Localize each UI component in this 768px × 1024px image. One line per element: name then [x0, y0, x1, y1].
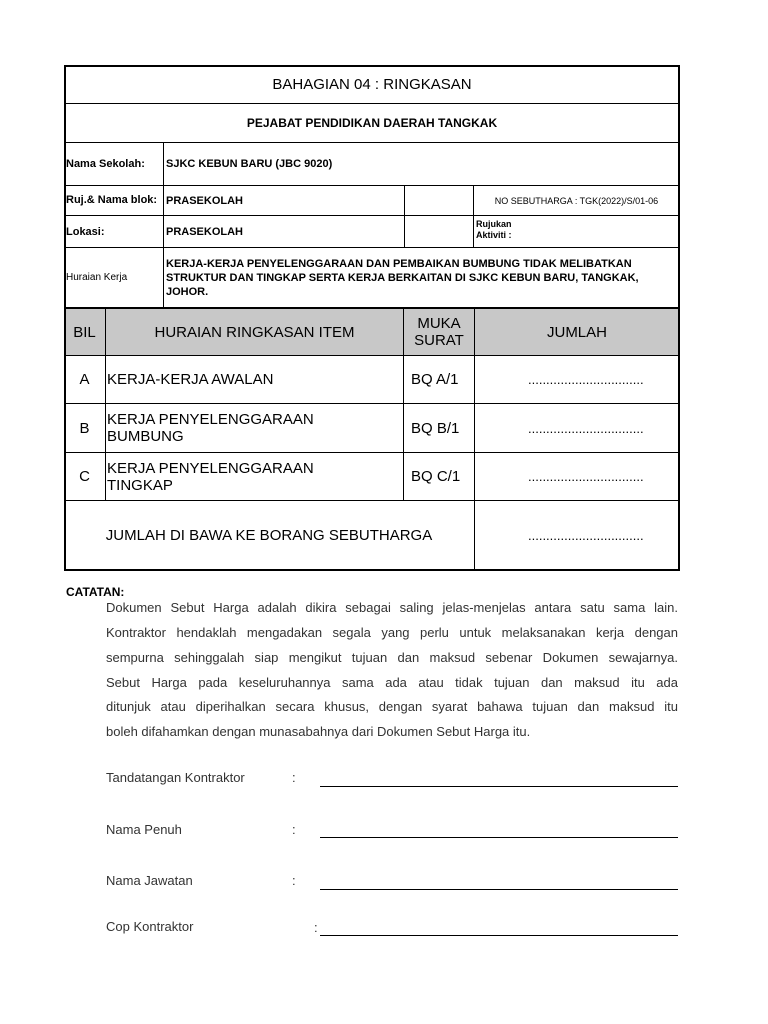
column-header-page: MUKA SURAT — [414, 315, 464, 349]
position-line[interactable] — [320, 889, 678, 890]
notes-line: Kontraktor hendaklah mengadakan segala yang perlu untuk melaksanakan kerja dengan — [106, 625, 678, 640]
notes-line: Sebut Harga pada keseluruhannya sama ada atau tidak tujuan dan maksud itu ada — [106, 675, 678, 690]
stamp-colon: : — [314, 920, 318, 935]
stamp-label: Cop Kontraktor — [106, 919, 194, 934]
notes-line: ditunjuk atau diperihalkan secara khusus, dengan syarat bahawa tujuan dan maksud itu — [106, 699, 678, 714]
work-label: Huraian Kerja — [66, 272, 128, 283]
block-value: PRASEKOLAH — [166, 194, 244, 207]
position-colon: : — [292, 873, 296, 888]
grand-total-value: ................................ — [528, 527, 644, 543]
row-total: ................................ — [528, 469, 644, 484]
location-value: PRASEKOLAH — [166, 225, 244, 238]
stamp-line[interactable] — [320, 935, 678, 936]
position-label: Nama Jawatan — [106, 873, 193, 888]
block-label: Ruj.& Nama blok: — [66, 194, 158, 206]
column-header-total: JUMLAH — [546, 323, 607, 341]
grand-total-label: JUMLAH DI BAWA KE BORANG SEBUTHARGA — [105, 526, 433, 544]
row-total: ................................ — [528, 420, 644, 436]
activity-label: Rujukan Aktiviti : — [476, 219, 512, 240]
quote-number: NO SEBUTHARGA : TGK(2022)/S/01-06 — [494, 195, 659, 206]
notes-title: CATATAN: — [66, 585, 125, 599]
row-page: BQ A/1 — [411, 371, 459, 388]
row-total: ................................ — [528, 372, 644, 387]
column-header-bil: BIL — [73, 323, 96, 341]
row-bil: B — [79, 419, 90, 437]
notes-line: Dokumen Sebut Harga adalah dikira sebagai saling jelas-menjelas antara satu sama lain. — [106, 600, 678, 615]
row-page: BQ C/1 — [411, 468, 461, 485]
divider — [163, 142, 164, 308]
signature-label: Tandatangan Kontraktor — [106, 770, 245, 785]
signature-colon: : — [292, 770, 296, 785]
school-label: Nama Sekolah: — [66, 158, 145, 170]
full-name-colon: : — [292, 822, 296, 837]
signature-line[interactable] — [320, 786, 678, 787]
row-page: BQ B/1 — [411, 419, 460, 437]
full-name-line[interactable] — [320, 837, 678, 838]
notes-line: sempurna sehinggalah siap mengikut tujuan dan maksud sebenar Dokumen sewajarnya. — [106, 650, 678, 665]
row-bil: A — [79, 371, 90, 388]
notes-line: boleh difahamkan dengan munasabahnya dari Dokumen Sebut Harga itu. — [106, 724, 531, 739]
row-item: KERJA PENYELENGGARAAN BUMBUNG — [107, 411, 314, 445]
office-name: PEJABAT PENDIDIKAN DAERAH TANGKAK — [246, 116, 498, 130]
section-title: BAHAGIAN 04 : RINGKASAN — [272, 76, 472, 93]
row-item: KERJA PENYELENGGARAAN TINGKAP — [107, 459, 314, 494]
row-item: KERJA-KERJA AWALAN — [107, 371, 274, 388]
column-header-item: HURAIAN RINGKASAN ITEM — [154, 323, 355, 341]
divider — [404, 185, 405, 247]
location-label: Lokasi: — [66, 225, 105, 238]
school-value: SJKC KEBUN BARU (JBC 9020) — [166, 158, 333, 170]
full-name-label: Nama Penuh — [106, 822, 182, 837]
row-bil: C — [79, 468, 90, 485]
work-description: KERJA-KERJA PENYELENGGARAAN DAN PEMBAIKAN BUMBUNG TIDAK MELIBATKAN STRUKTUR DAN TINGKAP SERTA KERJA BERKAITAN DI SJKC KEBUN BARU, TANGKAK, JOHOR. — [166, 258, 639, 298]
